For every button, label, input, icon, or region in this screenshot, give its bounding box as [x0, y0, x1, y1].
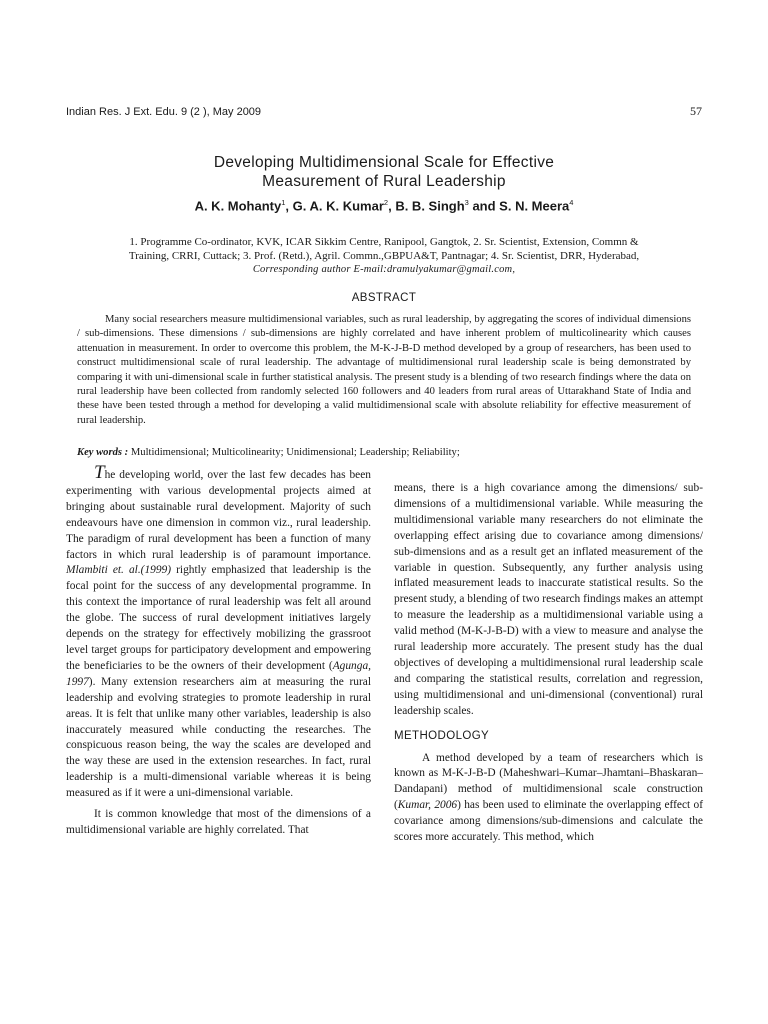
running-head — [66, 104, 702, 119]
citation: Agunga, 1997 — [66, 659, 371, 688]
affiliations — [78, 235, 690, 277]
citation: Kumar, 2006 — [397, 799, 458, 812]
journal-citation: Indian Res. J Ext. Edu. 9 (2 ), May 2009 — [66, 106, 262, 118]
paragraph-text: ) has been used to eliminate the overlapping effect of covariance among dimensions/sub-dimensions and calculate the scores more accurately. This method, which — [394, 799, 703, 844]
author-affil-number: 1 — [281, 198, 286, 207]
body-column-left — [66, 462, 371, 839]
author-name: A. K. Mohanty — [194, 198, 282, 214]
corresponding-author: Corresponding author E-mail:dramulyakumar@gmail.com, — [252, 264, 516, 275]
abstract-heading: ABSTRACT — [351, 292, 417, 304]
paragraph-text: ). Many extension researchers aim at measuring the rural leadership and evolving strategies to promote leadership in rural areas. It is felt that unlike many other variables, leadership is also inaccurately measured while conducting the researches. The conspicuous reason being, the way the scales are developed and the way these are used in the extension researches. In fact, rural leadership is a multi-dimensional variable whereas it is being measured as if it were a uni-dimensional variable. — [66, 675, 371, 800]
methodology-heading: METHODOLOGY — [394, 729, 490, 742]
drop-cap: T — [94, 462, 105, 483]
keywords-label: Key words : — [77, 447, 129, 458]
citation: Mlambiti et. al.(1999) — [66, 564, 172, 577]
article-title — [60, 153, 708, 191]
paragraph-text: rightly emphasized that leadership is the focal point for the success of any developmental programme. In this context the importance of rural leadership was felt all around the globe. The success of rural development initiatives largely depends on the strategy for effectively mobilizing the grassroot level target groups for participatory development and empowering the beneficiaries to be the owners of their development ( — [66, 564, 371, 672]
author-name: S. N. Meera — [499, 198, 570, 214]
body-paragraph: It is common knowledge that most of the dimensions of a multidimensional variable are highly correlated. That — [66, 808, 371, 836]
author-list — [60, 198, 708, 213]
author-name: G. A. K. Kumar — [292, 198, 384, 214]
paragraph-text: A method developed by a team of researchers which is known as M-K-J-B-D (Maheshwari–Kumar–Jhamtani–Bhaskaran–Dandapani) method of multidimensional scale construction ( — [394, 751, 703, 812]
author-name: B. B. Singh — [395, 198, 465, 214]
affiliation-line-2: Training, CRRI, Cuttack; 3. Prof. (Retd.), Agril. Commn.,GBPUA&T, Pantnagar; 4. Sr. Scientist, DRR, Hyderabad, — [128, 250, 640, 262]
author-affil-number: 3 — [464, 198, 469, 207]
author-separator: , — [388, 198, 396, 214]
abstract-text: Many social researchers measure multidimensional variables, such as rural leadership, by aggregating the scores of individual dimensions / sub-dimensions. These dimensions / sub-dimensions are highly correlated and have inherent problem of multicolinearity which causes attenuation in measurement. In order to overcome this problem, the M-K-J-B-D method developed by a group of researchers, has been used to construct multidimensional scale of rural leadership. The advantage of multidimensional rural leadership scale is being demonstrated by comparing it with uni-dimensional scale in further statistical analysis. The present study is a blending of two research findings where the data on rural leadership have been collected from randomly selected 160 followers and 40 leaders from rural areas of Uttarakhand State of India and these have been tested through a method for developing a valid multidimensional scale with absolute reliability for effective measurement of rural leadership. — [77, 314, 691, 426]
keywords-list: Multidimensional; Multicolinearity; Unidimensional; Leadership; Reliability; — [128, 447, 460, 458]
body-column-right — [394, 481, 703, 846]
author-affil-number: 4 — [569, 198, 574, 207]
author-separator: and — [468, 198, 500, 214]
author-affil-number: 2 — [383, 198, 389, 207]
affiliation-line-1: 1. Programme Co-ordinator, KVK, ICAR Sikkim Centre, Ranipool, Gangtok, 2. Sr. Scientist, Extension, Commn & — [129, 236, 639, 248]
keywords — [77, 446, 691, 460]
paragraph-text: he developing world, over the last few decades has been experimenting with various developmental projects aimed at bringing about sustainable rural development. Majority of such endeavours have one dimension in common viz., rural leadership. The paradigm of rural development has been a function of many factors in which rural leadership is of paramount importance. — [66, 469, 371, 561]
title-line-2: Measurement of Rural Leadership — [262, 173, 506, 190]
body-paragraph — [394, 751, 703, 846]
page-number: 57 — [690, 104, 702, 118]
body-paragraph: means, there is a high covariance among the dimensions/ sub-dimensions of a multidimensional variable. While measuring the multidimensional variable many researchers do not eliminate the overlapping effect arising due to covariance among dimensions/ sub-dimensions and as a result get an inflated measurement of the variable in question. Subsequently, any further analysis using inflated measurement leads to inaccurate statistical results. So the present study, a blending of two research findings makes an attempt to measure the leadership as a multidimensional variable using a valid method (M-K-J-B-D) with a view to measure and analyse the rural leadership more accurately. The present study has the dual objectives of developing a multidimensional rural leadership scale and comparing the statistical results, correlation and regression, using multidimensional and uni-dimensional (conventional) rural leadership scales. — [394, 482, 703, 717]
body-paragraph — [66, 462, 371, 802]
author-separator: , — [285, 198, 293, 214]
title-line-1: Developing Multidimensional Scale for Effective — [213, 154, 555, 171]
